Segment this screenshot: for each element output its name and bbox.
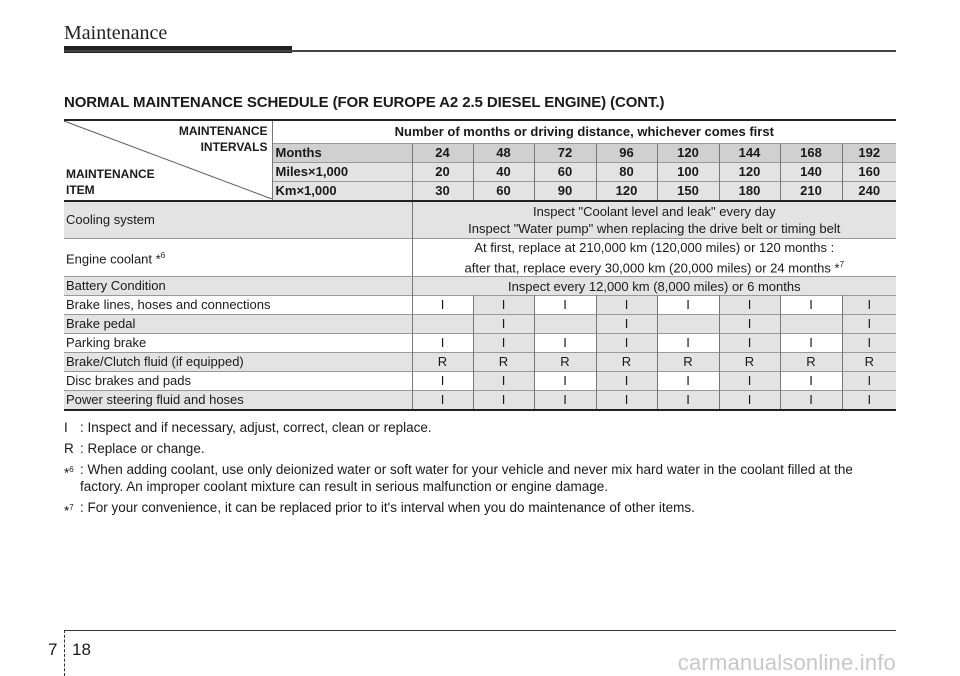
row-item-label [64,334,272,353]
schedule-cell: I [842,315,896,334]
schedule-cell: I [596,296,657,315]
note-key-text: R [64,441,74,456]
schedule-cell: I [596,391,657,411]
row-item-text: Brake/Clutch fluid (if equipped) [66,354,244,370]
item-header-line2: ITEM [66,183,95,197]
months-cell: 120 [657,144,719,163]
schedule-cell [780,315,842,334]
footer-divider [64,630,65,676]
schedule-cell: I [473,391,534,411]
span-instruction [412,277,896,296]
miles-cell: 60 [534,163,596,182]
schedule-cell: R [596,353,657,372]
schedule-cell: I [842,391,896,411]
watermark-text: carmanualsonline.info [677,650,896,675]
note-key [64,461,80,495]
row-item-label [64,239,272,277]
intervals-header [179,123,268,155]
schedule-cell: I [657,334,719,353]
schedule-cell: I [719,334,780,353]
schedule-cell [412,315,473,334]
km-cell: 90 [534,182,596,202]
months-cell: 168 [780,144,842,163]
legend-note [64,461,896,495]
row-item-label [64,296,272,315]
schedule-cell: I [412,334,473,353]
footnote-marker: 7 [839,260,845,269]
item-header-line1: MAINTENANCE [66,167,155,181]
table-row [64,391,896,411]
table-row [64,353,896,372]
table-row [64,315,896,334]
page-number: 18 [72,640,91,659]
instruction-line: At first, replace at 210,000 km (120,000 miles) or 120 months : [474,240,835,255]
note-text: : When adding coolant, use only deionized water or soft water for your vehicle and never mix hard water in the coolant filled at the factory. An improper coolant mixture can result in serious malfunction or engine damage. [80,462,853,494]
miles-cell: 120 [719,163,780,182]
schedule-cell: R [842,353,896,372]
schedule-cell: I [657,391,719,411]
spacer-cell [272,277,412,296]
note-text: : For your convenience, it can be replaced prior to it's interval when you do maintenance of other items. [80,500,695,515]
note-text: : Inspect and if necessary, adjust, correct, clean or replace. [80,420,432,435]
schedule-cell: I [719,315,780,334]
miles-cell: 20 [412,163,473,182]
spacer-cell [272,372,412,391]
schedule-cell: I [473,334,534,353]
schedule-cell: I [412,372,473,391]
instruction-text: Inspect "Water pump" when replacing the drive belt or timing belt [468,221,841,236]
km-cell: 30 [412,182,473,202]
km-cell: 60 [473,182,534,202]
row-item-text: Power steering fluid and hoses [66,392,244,408]
km-cell: 120 [596,182,657,202]
row-item-text: Engine coolant * [66,251,161,267]
row-item-label [64,315,272,334]
intervals-header-line1: MAINTENANCE [178,124,268,138]
legend-note [64,499,896,520]
note-text: : Replace or change. [80,441,205,456]
instruction-line: Inspect "Coolant level and leak" every day [532,204,776,219]
schedule-cell: I [842,296,896,315]
months-cell: 192 [842,144,896,163]
schedule-cell: I [534,372,596,391]
schedule-cell: I [780,334,842,353]
row-item-label [64,391,272,411]
intervals-header-line2: INTERVALS [200,140,268,154]
months-label: Months [275,145,322,160]
spacer-cell [272,201,412,239]
schedule-cell: I [596,372,657,391]
schedule-cell: I [657,372,719,391]
miles-cell: 160 [842,163,896,182]
schedule-cell: I [719,391,780,411]
miles-cell: 80 [596,163,657,182]
table-row [64,201,896,239]
schedule-cell: I [473,372,534,391]
maintenance-schedule-table [64,119,896,411]
row-item-label [64,353,272,372]
miles-label: Miles×1,000 [275,164,349,179]
instruction-text: after that, replace every 30,000 km (20,000 miles) or 24 months * [464,260,840,276]
table-corner-header [64,120,272,201]
footer-rule [64,630,896,631]
schedule-cell: I [780,391,842,411]
row-item-label [64,372,272,391]
header-rule [64,50,896,52]
schedule-cell [657,315,719,334]
schedule-cell: R [780,353,842,372]
legend-note [64,440,896,457]
spacer-cell [272,296,412,315]
footnote-marker: 7 [69,503,74,512]
schedule-cell: R [534,353,596,372]
schedule-cell: I [596,315,657,334]
spacer-cell [272,353,412,372]
schedule-cell: I [534,296,596,315]
schedule-cell: I [412,391,473,411]
item-header [66,166,155,198]
instruction-line [413,220,897,237]
note-key [64,440,80,457]
schedule-cell: I [412,296,473,315]
row-item-text: Brake pedal [66,316,136,332]
km-cell: 240 [842,182,896,202]
schedule-cell: I [473,315,534,334]
months-cell: 96 [596,144,657,163]
note-key [64,499,80,520]
note-key-text: * [64,503,70,519]
schedule-cell: I [657,296,719,315]
table-row [64,239,896,277]
miles-cell: 100 [657,163,719,182]
row-item-label [64,277,272,296]
row-item-text: Brake lines, hoses and connections [66,297,271,313]
km-cell: 180 [719,182,780,202]
schedule-cell: I [473,296,534,315]
table-row [64,296,896,315]
miles-cell: 140 [780,163,842,182]
schedule-cell: R [719,353,780,372]
schedule-cell: I [780,372,842,391]
table-row [64,277,896,296]
chapter-number: 7 [48,640,58,659]
spacer-cell [272,391,412,411]
row-item-text: Battery Condition [66,278,166,294]
km-label: Km×1,000 [275,183,337,198]
row-item-text: Disc brakes and pads [66,373,192,389]
table-row [64,372,896,391]
schedule-cell: R [657,353,719,372]
row-item-text: Parking brake [66,335,147,351]
km-cell: 210 [780,182,842,202]
legend-note [64,419,896,436]
row-item-label [64,201,272,239]
schedule-cell [534,315,596,334]
legend-notes [64,419,896,524]
months-cell: 48 [473,144,534,163]
spacer-cell [272,315,412,334]
span-instruction [412,239,896,277]
spacer-cell [272,239,412,277]
section-header: Maintenance [64,22,168,44]
note-key-text: * [64,465,70,481]
schedule-cell: I [534,334,596,353]
schedule-cell: I [842,334,896,353]
schedule-cell: I [719,372,780,391]
schedule-cell: I [534,391,596,411]
schedule-cell: R [473,353,534,372]
schedule-cell: R [412,353,473,372]
footnote-marker: 6 [160,251,166,260]
span-instruction [412,201,896,239]
miles-cell: 40 [473,163,534,182]
table-row [64,334,896,353]
note-key [64,419,80,436]
instruction-line: Inspect every 12,000 km (8,000 miles) or 6 months [507,278,801,294]
footnote-marker: 6 [69,465,74,474]
schedule-cell: I [780,296,842,315]
months-cell: 72 [534,144,596,163]
km-cell: 150 [657,182,719,202]
instruction-line [413,256,897,276]
schedule-cell: I [596,334,657,353]
months-cell: 24 [412,144,473,163]
note-key-text: I [64,420,68,435]
schedule-cell: I [719,296,780,315]
interval-header: Number of months or driving distance, whichever comes first [272,120,896,144]
months-cell: 144 [719,144,780,163]
page-title: NORMAL MAINTENANCE SCHEDULE (FOR EUROPE A2 2.5 DIESEL ENGINE) (CONT.) [64,94,665,111]
row-item-text: Cooling system [66,212,155,227]
spacer-cell [272,334,412,353]
schedule-cell: I [842,372,896,391]
